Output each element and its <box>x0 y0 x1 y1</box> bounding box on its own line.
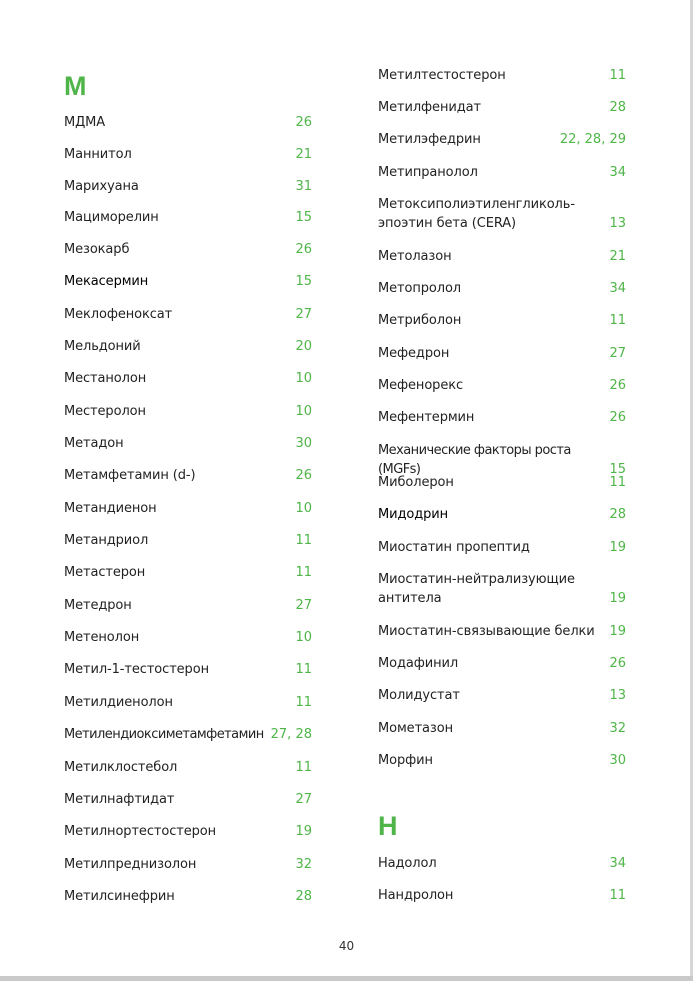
entry-page: 26 <box>609 410 626 425</box>
page-edge-bottom <box>0 976 693 981</box>
entry-name: Миболерон <box>378 475 454 490</box>
entry-page: 10 <box>295 630 312 645</box>
entry-page: 27 <box>295 792 312 807</box>
entry-page: 19 <box>609 540 626 555</box>
entry-name: Марихуана <box>64 179 139 194</box>
entry-page: 11 <box>609 475 626 490</box>
entry-page: 10 <box>295 404 312 419</box>
entry-page: 11 <box>295 565 312 580</box>
entry-page: 28 <box>295 889 312 904</box>
entry-name: Метадон <box>64 436 124 451</box>
entry-name: Метилдиенолон <box>64 695 173 710</box>
entry-page: 15 <box>295 210 312 225</box>
entry-name: Метамфетамин (d-) <box>64 468 196 483</box>
index-entry <box>378 408 626 427</box>
entry-page: 31 <box>295 179 312 194</box>
index-entry <box>378 279 626 298</box>
entry-name: Мидодрин <box>378 507 448 522</box>
entry-page: 11 <box>295 760 312 775</box>
entry-page: 22, 28, 29 <box>559 132 626 147</box>
index-entry <box>378 163 626 182</box>
index-entry <box>64 240 312 259</box>
entry-page: 32 <box>609 721 626 736</box>
entry-page: 34 <box>609 856 626 871</box>
index-entry <box>378 686 626 705</box>
entry-name: Мекасермин <box>64 274 149 289</box>
entry-page: 21 <box>609 249 626 264</box>
entry-page: 19 <box>609 624 626 639</box>
entry-name: Метилфенидат <box>378 100 481 115</box>
entry-page: 26 <box>609 378 626 393</box>
entry-page: 27 <box>609 346 626 361</box>
index-entry <box>64 499 312 518</box>
entry-page: 11 <box>609 888 626 903</box>
entry-name: Морфин <box>378 753 433 768</box>
entry-name: Метилклостебол <box>64 760 178 775</box>
index-entry <box>378 195 626 233</box>
entry-page: 30 <box>609 753 626 768</box>
entry-name: Механические факторы роста (MGFs) <box>378 443 571 477</box>
index-entry <box>64 305 312 324</box>
index-entry <box>378 538 626 557</box>
index-entry <box>378 654 626 673</box>
index-entry <box>378 66 626 85</box>
index-entry <box>64 790 312 809</box>
index-entry <box>378 622 626 641</box>
index-entry <box>64 337 312 356</box>
index-entry <box>378 98 626 117</box>
entry-page: 30 <box>295 436 312 451</box>
index-entry <box>64 402 312 421</box>
index-entry <box>378 854 626 873</box>
index-entry <box>64 596 312 615</box>
index-entry <box>64 660 312 679</box>
entry-name: Мефенорекс <box>378 378 464 393</box>
entry-page: 34 <box>609 281 626 296</box>
entry-page: 11 <box>609 68 626 83</box>
index-entry <box>64 822 312 841</box>
entry-page: 10 <box>295 371 312 386</box>
entry-page: 19 <box>295 824 312 839</box>
index-entry <box>378 311 626 330</box>
index-entry <box>64 145 312 164</box>
index-entry <box>64 466 312 485</box>
entry-name: МДМА <box>64 115 106 130</box>
index-entry <box>378 344 626 363</box>
entry-page: 27, 28 <box>270 727 312 742</box>
entry-page: 26 <box>295 115 312 130</box>
entry-page: 11 <box>295 695 312 710</box>
index-entry <box>64 693 312 712</box>
entry-name: Метолазон <box>378 249 452 264</box>
entry-name: Метастерон <box>64 565 146 580</box>
index-entry <box>64 369 312 388</box>
index-entry <box>378 473 626 492</box>
entry-page: 15 <box>609 462 626 477</box>
entry-name: Мациморелин <box>64 210 159 225</box>
index-entry <box>378 751 626 770</box>
entry-name: Метилпреднизолон <box>64 857 197 872</box>
entry-name: Модафинил <box>378 656 459 671</box>
index-entry <box>378 247 626 266</box>
entry-page: 11 <box>295 662 312 677</box>
index-entry <box>378 505 626 524</box>
entry-page: 11 <box>609 313 626 328</box>
entry-name: Мефедрон <box>378 346 450 361</box>
entry-page: 15 <box>295 274 312 289</box>
entry-name: Метоксиполиэтиленгликоль- эпоэтин бета (CERA) <box>378 197 575 231</box>
entry-name: Мефентермин <box>378 410 475 425</box>
entry-page: 20 <box>295 339 312 354</box>
entry-page: 32 <box>295 857 312 872</box>
entry-page: 19 <box>609 591 626 606</box>
index-entry <box>64 628 312 647</box>
entry-name: Метандиенон <box>64 501 157 516</box>
index-entry <box>64 208 312 227</box>
entry-name: Нандролон <box>378 888 454 903</box>
index-entry <box>64 434 312 453</box>
index-entry <box>64 758 312 777</box>
entry-page: 13 <box>609 688 626 703</box>
entry-name: Метилтестостерон <box>378 68 506 83</box>
entry-page: 34 <box>609 165 626 180</box>
index-entry <box>64 725 312 744</box>
entry-name: Миостатин пропептид <box>378 540 530 555</box>
entry-name: Метилэфедрин <box>378 132 481 147</box>
index-entry <box>64 887 312 906</box>
index-entry <box>378 570 626 608</box>
entry-page: 27 <box>295 598 312 613</box>
index-entry <box>64 113 312 132</box>
entry-page: 10 <box>295 501 312 516</box>
index-entry <box>64 531 312 550</box>
entry-name: Метилсинефрин <box>64 889 175 904</box>
page-number: 40 <box>338 939 355 953</box>
index-entry <box>378 130 626 149</box>
entry-name: Метандриол <box>64 533 149 548</box>
entry-name: Метедрон <box>64 598 132 613</box>
entry-name: Молидустат <box>378 688 460 703</box>
entry-name: Метилендиоксиметамфетамин <box>64 727 264 742</box>
entry-page: 21 <box>295 147 312 162</box>
entry-page: 26 <box>295 242 312 257</box>
entry-name: Меклофеноксат <box>64 307 173 322</box>
entry-page: 26 <box>295 468 312 483</box>
entry-name: Миостатин-связывающие белки <box>378 624 595 639</box>
entry-name: Местеролон <box>64 404 146 419</box>
entry-name: Метриболон <box>378 313 462 328</box>
entry-page: 28 <box>609 100 626 115</box>
entry-name: Мометазон <box>378 721 453 736</box>
index-entry <box>64 177 312 196</box>
index-entry <box>64 272 312 291</box>
entry-page: 27 <box>295 307 312 322</box>
index-entry <box>64 855 312 874</box>
entry-name: Надолол <box>378 856 437 871</box>
entry-name: Мезокарб <box>64 242 130 257</box>
entry-page: 13 <box>609 216 626 231</box>
entry-name: Метилнафтидат <box>64 792 175 807</box>
entry-name: Метил-1-тестостерон <box>64 662 209 677</box>
entry-name: Метилнортестостерон <box>64 824 217 839</box>
index-entry <box>378 376 626 395</box>
entry-page: 11 <box>295 533 312 548</box>
entry-page: 26 <box>609 656 626 671</box>
entry-name: Метенолон <box>64 630 140 645</box>
index-entry <box>378 719 626 738</box>
index-entry <box>64 563 312 582</box>
section-letter-n: Н <box>378 811 398 841</box>
entry-page: 28 <box>609 507 626 522</box>
entry-name: Маннитол <box>64 147 132 162</box>
entry-name: Метопролол <box>378 281 462 296</box>
index-entry <box>378 886 626 905</box>
section-letter-m: М <box>64 71 87 101</box>
entry-name: Мельдоний <box>64 339 141 354</box>
entry-name: Миостатин-нейтрализующие антитела <box>378 572 575 606</box>
entry-name: Метипранолол <box>378 165 478 180</box>
entry-name: Местанолон <box>64 371 147 386</box>
